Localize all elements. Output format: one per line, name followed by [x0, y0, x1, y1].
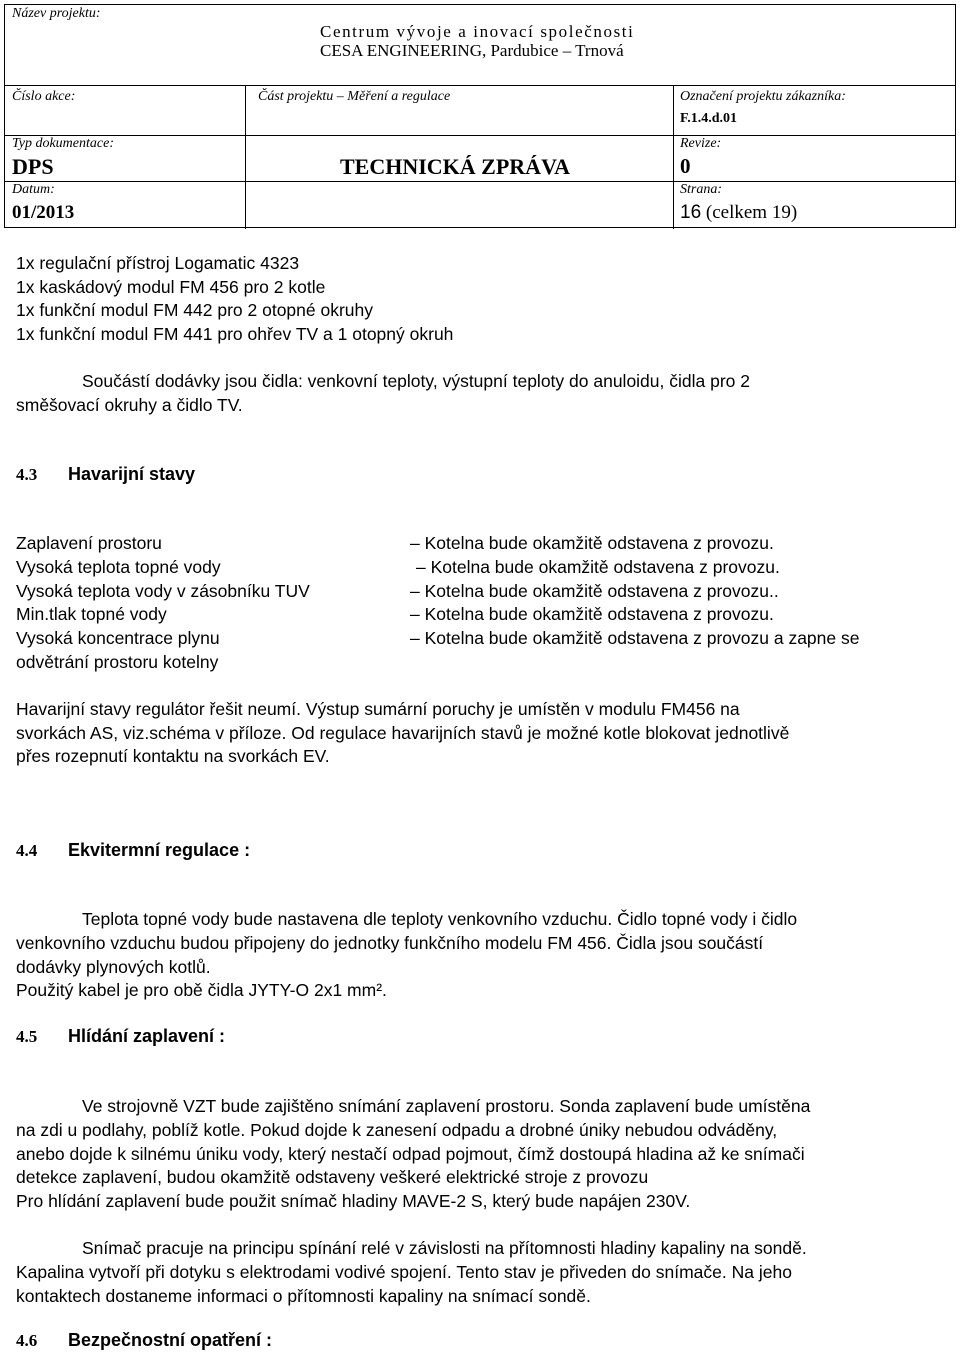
equitherm-paragraph	[16, 932, 763, 1003]
project-name-line-1: Centrum vývoje a inovací společnosti	[320, 22, 635, 41]
paragraph-line: Součástí dodávky jsou čidla: venkovní teploty, výstupní teploty do anuloidu, čidla pro 2	[82, 371, 750, 391]
paragraph-line: přes rozepnutí kontaktu na svorkách EV.	[16, 746, 330, 766]
paragraph-line: na zdi u podlahy, poblíž kotle. Pokud dojde k zanesení odpadu a drobné úniky nebudou odváděny,	[16, 1120, 778, 1140]
doc-type-label: Typ dokumentace:	[12, 136, 114, 151]
paragraph-line: dodávky plynových kotlů.	[16, 956, 211, 977]
page-label: Strana:	[680, 182, 722, 197]
project-label: Název projektu:	[12, 6, 101, 21]
condition: Min.tlak topné vody	[16, 604, 167, 625]
list-item: 1x kaskádový modul FM 456 pro 2 kotle	[16, 276, 326, 297]
list-item: 1x funkční modul FM 442 pro 2 otopné okruhy	[16, 300, 374, 320]
paragraph-line: svorkách AS, viz.schéma v příloze. Od regulace havarijních stavů je možné kotle blokovat jednotlivě	[16, 722, 790, 743]
divider	[245, 85, 246, 229]
page-total: (celkem 19)	[705, 202, 798, 223]
list-item: 1x funkční modul FM 441 pro ohřev TV a 1 otopný okruh	[16, 323, 454, 344]
project-part-label: Část projektu – Měření a regulace	[258, 89, 451, 104]
list-item: 1x regulační přístroj Logamatic 4323	[16, 253, 300, 273]
action: – Kotelna bude okamžitě odstavena z provozu.	[410, 533, 774, 553]
divider	[673, 85, 674, 229]
divider	[5, 181, 955, 182]
paragraph-line: Pro hlídání zaplavení bude použit snímač hladiny MAVE-2 S, který bude napájen 230V.	[16, 1190, 691, 1211]
paragraph-line: Ve strojovně VZT bude zajištěno snímání zaplavení prostoru. Sonda zaplavení bude umístěna	[82, 1096, 811, 1116]
condition: Vysoká teplota vody v zásobníku TUV	[16, 580, 310, 601]
section-heading: Bezpečnostní opatření :	[68, 1330, 273, 1350]
flood-paragraph-1	[16, 1119, 805, 1213]
condition: Vysoká koncentrace plynu	[16, 628, 220, 649]
paragraph-line: kontaktech dostaneme informaci o přítomnosti kapaliny na snímací sondě.	[16, 1285, 591, 1306]
action: – Kotelna bude okamžitě odstavena z provozu..	[410, 580, 779, 601]
paragraph-line: Použitý kabel je pro obě čidla JYTY-O 2x1 mm².	[16, 980, 387, 1000]
section-number: 4.5	[16, 1027, 38, 1046]
page-value: 16	[680, 202, 702, 223]
condition: odvětrání prostoru kotelny	[16, 651, 219, 672]
emergency-actions	[410, 532, 859, 651]
section-number: 4.4	[16, 841, 38, 860]
condition: Zaplavení prostoru	[16, 533, 162, 553]
revision-label: Revize:	[680, 136, 722, 151]
revision-value: 0	[680, 154, 691, 178]
customer-project-label: Označení projektu zákazníka:	[680, 89, 846, 104]
page-number	[680, 202, 797, 224]
customer-project-value: F.1.4.d.01	[680, 111, 738, 126]
divider	[5, 135, 955, 136]
date-label: Datum:	[12, 182, 55, 197]
condition: Vysoká teplota topné vody	[16, 556, 221, 577]
emergency-conditions	[16, 532, 310, 675]
paragraph-line: Teplota topné vody bude nastavena dle teploty venkovního vzduchu. Čidlo topné vody i čidlo	[82, 909, 798, 929]
doc-title: TECHNICKÁ ZPRÁVA	[340, 154, 571, 179]
emergency-paragraph	[16, 698, 789, 769]
flood-paragraph-2	[16, 1261, 792, 1308]
paragraph-line: Snímač pracuje na principu spínání relé v závislosti na přítomnosti hladiny kapaliny na sondě.	[82, 1238, 807, 1258]
equipment-list	[16, 252, 453, 346]
section-number: 4.3	[16, 465, 38, 484]
paragraph-line: venkovního vzduchu budou připojeny do jednotky funkčního modelu FM 456. Čidla jsou součástí	[16, 933, 764, 953]
paragraph-line: detekce zaplavení, budou okamžitě odstaveny veškeré elektrické stroje z provozu	[16, 1167, 649, 1187]
paragraph-line: směšovací okruhy a čidlo TV.	[16, 395, 243, 415]
project-name-line-2: CESA ENGINEERING, Pardubice – Trnová	[320, 41, 624, 60]
section-heading: Hlídání zaplavení :	[68, 1026, 226, 1046]
paragraph-line: Havarijní stavy regulátor řešit neumí. Výstup sumární poruchy je umístěn v modulu FM456 na	[16, 699, 740, 719]
paragraph-line: anebo dojde k silnému úniku vody, který nestačí odpad pojmout, čímž dostoupá hladina až ke snímači	[16, 1143, 805, 1164]
date-value: 01/2013	[12, 202, 75, 223]
section-number: 4.6	[16, 1331, 38, 1350]
action: – Kotelna bude okamžitě odstavena z provozu.	[416, 556, 780, 577]
action: – Kotelna bude okamžitě odstavena z provozu.	[410, 604, 774, 625]
action-number-label: Číslo akce:	[12, 89, 76, 104]
section-heading: Ekvitermní regulace :	[68, 840, 251, 860]
section-heading: Havarijní stavy	[68, 464, 196, 484]
paragraph-line: Kapalina vytvoří při dotyku s elektrodami vodivé spojení. Tento stav je přiveden do snímače. Na jeho	[16, 1262, 792, 1282]
action: – Kotelna bude okamžitě odstavena z provozu a zapne se	[410, 628, 860, 649]
doc-type-value: DPS	[12, 154, 54, 179]
divider	[5, 85, 955, 86]
